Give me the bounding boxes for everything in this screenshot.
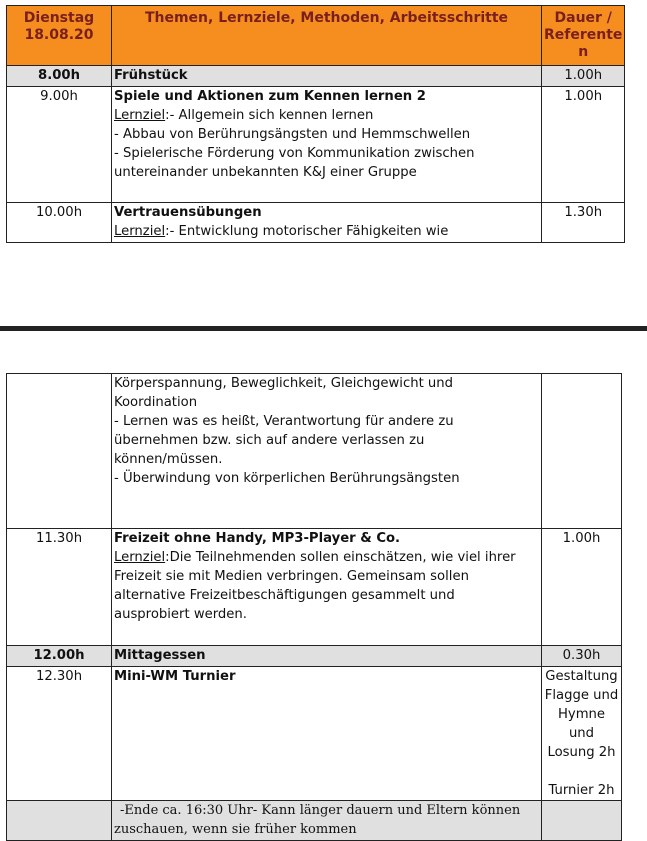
duration-line: Hymne und <box>557 707 606 741</box>
schedule-table-page2 <box>6 373 622 841</box>
row-time: 10.00h <box>7 203 112 243</box>
table-row <box>7 801 622 841</box>
header-topics: Themen, Lernziele, Methoden, Arbeitsschritte <box>112 6 542 66</box>
content-text: :- Allgemein sich kennen lernen <box>165 108 374 123</box>
row-time <box>7 801 112 841</box>
content-line: -Ende ca. 16:30 Uhr- Kann länger dauern und Eltern können <box>120 803 521 818</box>
content-line: Freizeit sie mit Medien verbringen. Gemeinsam sollen <box>114 569 469 584</box>
content-line: übernehmen bzw. sich auf andere verlassen zu <box>114 433 425 448</box>
row-duration: 1.00h <box>542 529 622 646</box>
table-row <box>7 87 625 203</box>
row-duration <box>542 667 622 801</box>
row-duration: 1.00h <box>542 87 625 203</box>
row-title: Frühstück <box>112 66 542 87</box>
row-duration: 1.00h <box>542 66 625 87</box>
header-duration <box>542 6 625 66</box>
lernziel-label: Lernziel <box>114 108 166 123</box>
row-duration: 0.30h <box>542 646 622 667</box>
content-line: zuschauen, wenn sie früher kommen <box>114 822 357 837</box>
header-duration-2: Referente <box>544 27 623 43</box>
row-time <box>7 374 112 529</box>
row-duration <box>542 374 622 529</box>
row-content <box>112 801 542 841</box>
content-line: - Lernen was es heißt, Verantwortung für andere zu <box>114 414 454 429</box>
content-text: :- Entwicklung motorischer Fähigkeiten wie <box>165 224 449 239</box>
row-title: Spiele und Aktionen zum Kennen lernen 2 <box>114 89 426 104</box>
duration-line: Gestaltung <box>545 669 618 684</box>
row-title: Mittagessen <box>112 646 542 667</box>
page-break-divider <box>0 326 647 331</box>
table-row <box>7 203 625 243</box>
row-time: 11.30h <box>7 529 112 646</box>
schedule-table-page1 <box>6 5 625 243</box>
duration-line: Flagge und <box>544 688 619 703</box>
content-line: - Überwindung von körperlichen Berührungsängsten <box>114 471 460 486</box>
header-date-label: 18.08.20 <box>24 27 94 43</box>
table-row <box>7 374 622 529</box>
duration-spacer <box>544 762 619 781</box>
content-line: Körperspannung, Beweglichkeit, Gleichgewicht und <box>114 376 454 391</box>
table-row <box>7 529 622 646</box>
header-day <box>7 6 112 66</box>
row-time: 9.00h <box>7 87 112 203</box>
lernziel-label: Lernziel <box>114 550 166 565</box>
content-line <box>114 106 539 125</box>
content-text: :Die Teilnehmenden sollen einschätzen, wie viel ihrer <box>165 550 516 565</box>
row-content <box>112 529 542 646</box>
content-line: - Abbau von Berührungsängsten und Hemmschwellen <box>114 127 471 142</box>
content-line <box>114 548 539 567</box>
duration-line: Turnier 2h <box>548 783 615 798</box>
content-line: alternative Freizeitbeschäftigungen gesammelt und <box>114 588 455 603</box>
row-title: Mini-WM Turnier <box>112 667 542 801</box>
content-line: untereinander unbekannten K&J einer Gruppe <box>114 165 417 180</box>
duration-line: Losung 2h <box>547 745 616 760</box>
row-duration: 1.30h <box>542 203 625 243</box>
header-duration-3: n <box>578 44 589 60</box>
content-line: können/müssen. <box>114 452 223 467</box>
row-content <box>112 87 542 203</box>
row-time: 12.00h <box>7 646 112 667</box>
table-row <box>7 646 622 667</box>
content-line: Koordination <box>114 395 198 410</box>
content-line <box>114 222 539 241</box>
header-duration-1: Dauer / <box>554 10 612 26</box>
header-row <box>7 6 625 66</box>
row-title: Freizeit ohne Handy, MP3-Player & Co. <box>114 531 401 546</box>
row-content <box>112 203 542 243</box>
table-row <box>7 66 625 87</box>
header-day-label: Dienstag <box>23 10 95 26</box>
row-duration <box>542 801 622 841</box>
row-time: 12.30h <box>7 667 112 801</box>
content-line: - Spielerische Förderung von Kommunikation zwischen <box>114 146 475 161</box>
lernziel-label: Lernziel <box>114 224 166 239</box>
row-time: 8.00h <box>7 66 112 87</box>
row-content <box>112 374 542 529</box>
table-row <box>7 667 622 801</box>
content-line: ausprobiert werden. <box>114 607 247 622</box>
row-title: Vertrauensübungen <box>114 205 262 220</box>
